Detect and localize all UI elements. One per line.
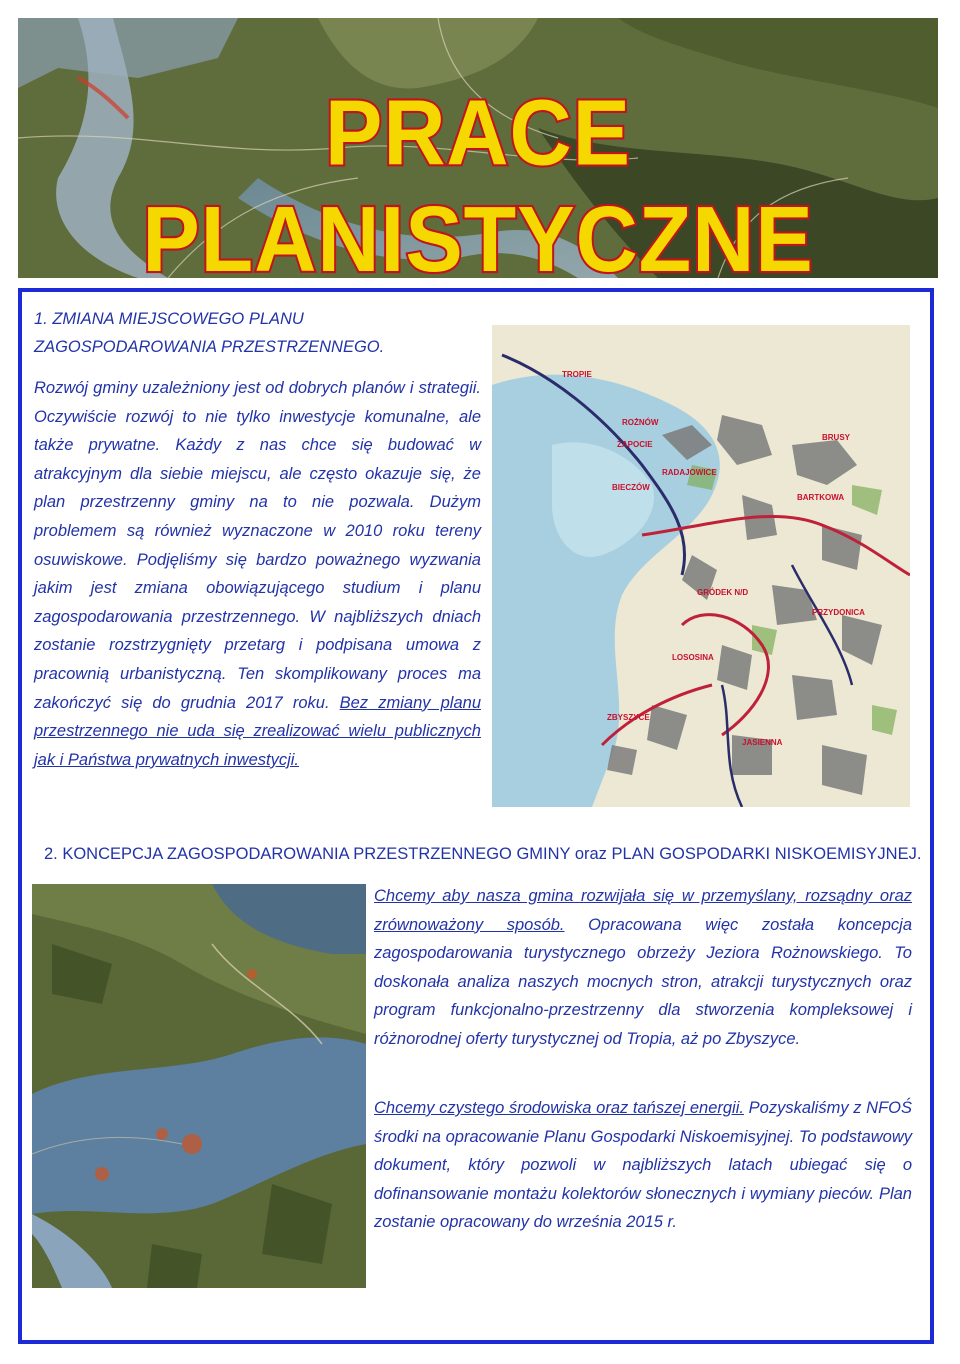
satellite-map-image bbox=[32, 884, 366, 1288]
map-label-roznow: ROŻNÓW bbox=[622, 418, 659, 427]
map-label-zbyszyce: ZBYSZYCE bbox=[607, 713, 650, 722]
map-label-bartkowa: BARTKOWA bbox=[797, 493, 845, 502]
map-label-lososina: LOSOSINA bbox=[672, 653, 714, 662]
map-label-jasienna: JASIENNA bbox=[742, 738, 783, 747]
map-label-zapocie: ZAPOCIE bbox=[617, 440, 653, 449]
satellite-map-graphic bbox=[32, 884, 366, 1288]
page-title: PRACE PLANISTYCZNE bbox=[142, 81, 814, 278]
section2-paragraph2-text: Pozyskaliśmy z NFOŚ środki na opracowanie Planu Gospodarki Niskoemisyjnej. To podstawowy dokument, który pozwoli w najbliższych latach ubiegać się o dofinansowanie montażu kolektorów słonecznych i wymiany pieców. Plan zostanie opracowany do września 2015 r. bbox=[374, 1099, 912, 1232]
map-label-tropie: TROPIE bbox=[562, 370, 592, 379]
section1-heading bbox=[34, 305, 484, 361]
section2-paragraph1-text: Opracowana więc została koncepcja zagospodarowania turystycznego obrzeży Jeziora Rożnowskiego. To doskonała analiza naszych mocnych stron, atrakcji turystycznych oraz program funkcjonalno-przestrzenny dla stworzenia kompleksowej i różnorodnej oferty turystycznej od Tropia, aż po Zbyszyce. bbox=[374, 915, 912, 1048]
section1-body-underlined: Bez zmiany planu przestrzennego nie uda się zrealizować wielu publicznych jak i Państwa prywatnych inwestycji. bbox=[34, 693, 481, 769]
zoning-map-graphic bbox=[492, 325, 910, 807]
map-label-przydonica: PRZYDONICA bbox=[812, 608, 865, 617]
section2-paragraph1-underlined: Chcemy aby nasza gmina rozwijała się w przemyślany, rozsądny oraz zrównoważony sposób. bbox=[374, 887, 912, 934]
section2-heading: 2. KONCEPCJA ZAGOSPODAROWANIA PRZESTRZENNEGO GMINY oraz PLAN GOSPODARKI NISKOEMISYJNEJ. bbox=[44, 845, 922, 863]
section2-paragraph1 bbox=[374, 882, 912, 1054]
map-label-brusy: BRUSY bbox=[822, 433, 851, 442]
section1-body-text: Rozwój gminy uzależniony jest od dobrych planów i strategii. Oczywiście rozwój to nie tylko inwestycje komunalne, ale także prywatne. Każdy z nas chce się budować w atrakcyjnym dla siebie miejscu, ale często okazuje się, że plan przestrzenny gminy na to nie pozwala. Dużym problemem są również wyznaczone w 2010 roku tereny osuwiskowe. Podjęliśmy się bardzo poważnego wyzwania jakim jest zmiana obowiązującego studium i planu zagospodarowania przestrzennego. W najbliższych dniach zostanie rozstrzygnięty przetarg i podpisana umowa z pracownią urbanistyczną. Ten skomplikowany proces ma zakończyć się do grudnia 2017 roku. bbox=[34, 379, 481, 712]
section2-paragraph2-underlined: Chcemy czystego środowiska oraz tańszej energii. bbox=[374, 1099, 744, 1117]
map-label-grodek: GRÓDEK N/D bbox=[697, 588, 749, 597]
section1-heading-line2: ZAGOSPODAROWANIA PRZESTRZENNEGO. bbox=[34, 338, 385, 356]
map-label-radajowice: RADAJOWICE bbox=[662, 468, 717, 477]
section1-heading-line1: 1. ZMIANA MIEJSCOWEGO PLANU bbox=[34, 310, 304, 328]
section1-body bbox=[34, 374, 481, 774]
header-aerial-banner bbox=[18, 18, 938, 278]
section2-paragraph2 bbox=[374, 1094, 912, 1237]
map-label-bieczow: BIECZÓW bbox=[612, 483, 650, 492]
zoning-map-image bbox=[492, 325, 910, 807]
